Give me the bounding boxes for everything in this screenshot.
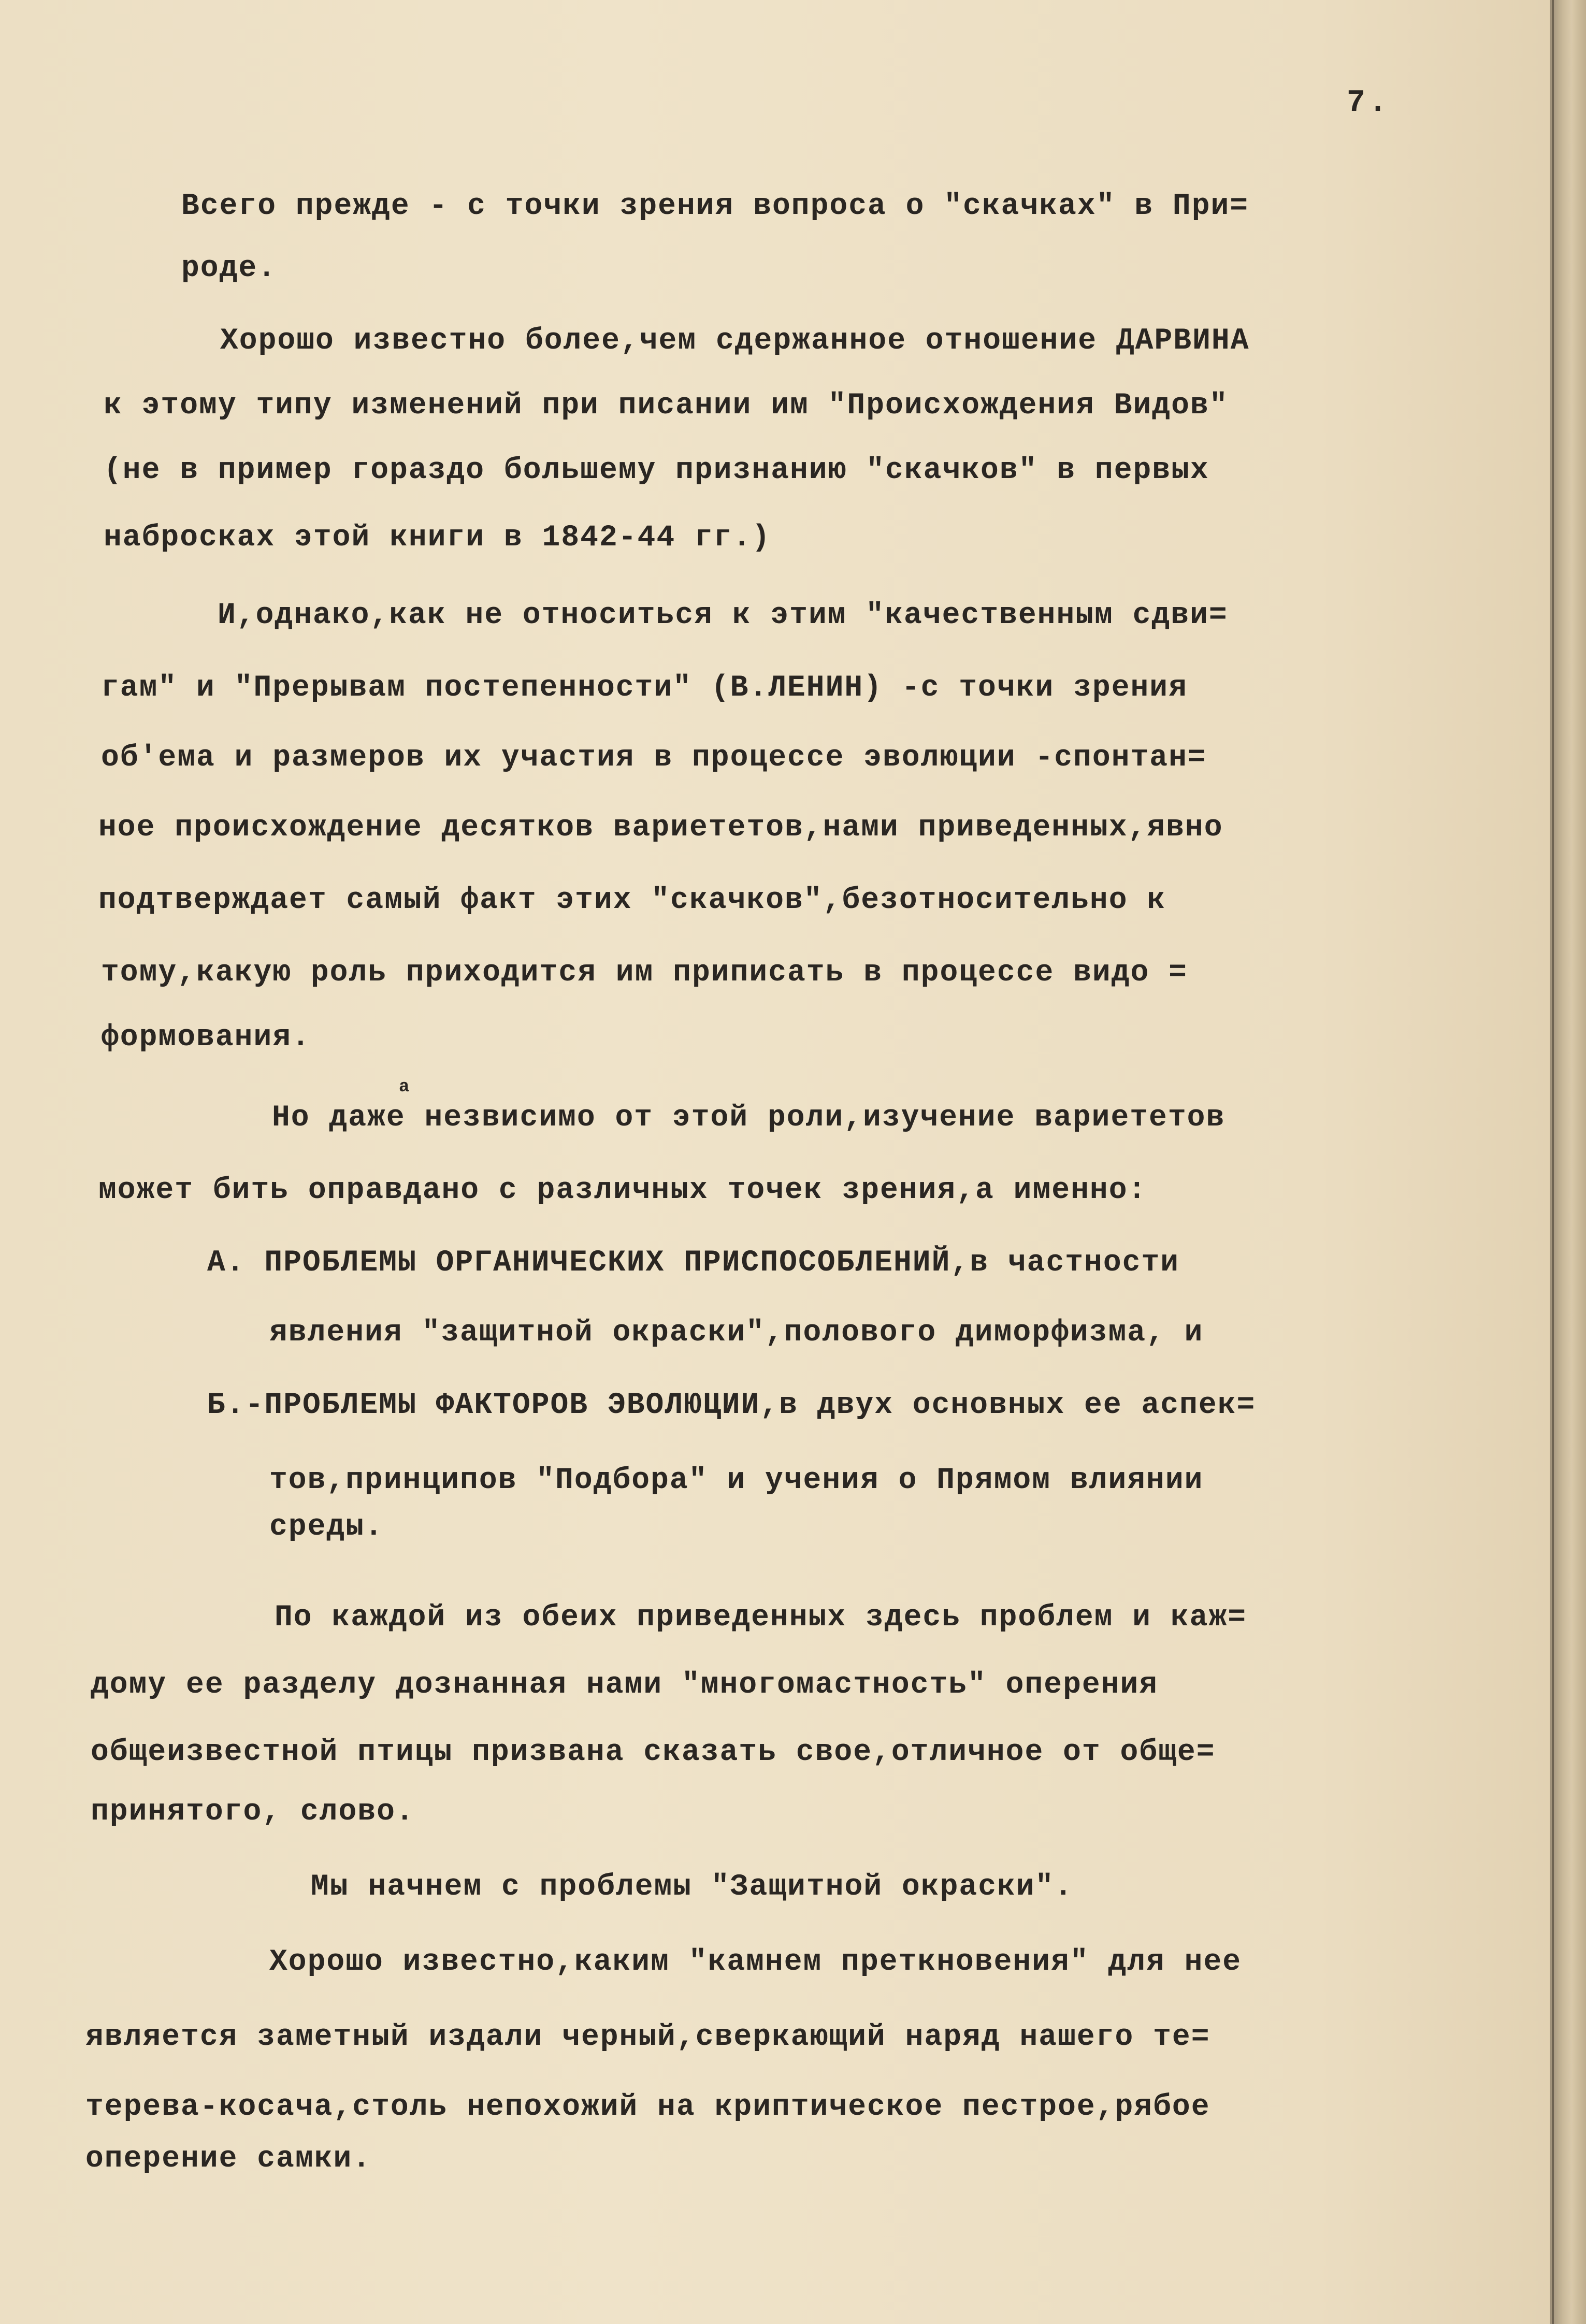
text-line: к этому типу изменений при писании им "Происхождения Видов"	[104, 389, 1229, 423]
text-line: (не в пример гораздо большему признанию "скачков" в первых	[104, 454, 1209, 487]
text-line: роде.	[181, 252, 277, 285]
text-line: ное происхождение десятков вариететов,нами приведенных,явно	[98, 811, 1223, 845]
text-line: может бить оправдано с различных точек зрения,а именно:	[98, 1174, 1147, 1207]
text-line: Б.-ПРОБЛЕМЫ ФАКТОРОВ ЭВОЛЮЦИИ,в двух основных ее аспек=	[207, 1389, 1256, 1422]
text-line: Но даже незвисимо от этой роли,изучение вариететов	[272, 1101, 1225, 1135]
text-line: набросках этой книги в 1842-44 гг.)	[104, 521, 771, 555]
text-line: явления "защитной окраски",полового диморфизма, и	[269, 1316, 1204, 1350]
text-line: А. ПРОБЛЕМЫ ОРГАНИЧЕСКИХ ПРИСПОСОБЛЕНИЙ,в частности	[207, 1246, 1180, 1280]
text-line: оперение самки.	[85, 2142, 372, 2176]
text-line: По каждой из обеих приведенных здесь проблем и каж=	[275, 1601, 1247, 1635]
page-edge-shadow	[1552, 0, 1554, 2324]
page-number: 7.	[1347, 85, 1391, 121]
text-line: тов,принципов "Подбора" и учения о Прямом влиянии	[269, 1464, 1204, 1497]
text-line: гам" и "Прерывам постепенности" (В.ЛЕНИН) -с точки зрения	[101, 671, 1188, 705]
text-line: дому ее разделу дознанная нами "многомастность" оперения	[91, 1668, 1159, 1702]
page-edge	[1550, 0, 1586, 2324]
text-line: И,однако,как не относиться к этим "качественным сдви=	[218, 599, 1228, 632]
text-line: среды.	[269, 1510, 384, 1544]
text-line: терева-косача,столь непохожий на криптическое пестрое,рябое	[85, 2090, 1210, 2124]
text-line: общеизвестной птицы призвана сказать свое,отличное от обще=	[91, 1736, 1216, 1769]
text-line: Мы начнем с проблемы "Защитной окраски".	[311, 1870, 1074, 1904]
text-line: формования.	[101, 1021, 311, 1055]
text-line: тому,какую роль приходится им приписать в процессе видо =	[101, 956, 1188, 990]
text-line: Всего прежде - с точки зрения вопроса о "скачках" в При=	[181, 190, 1249, 223]
text-line: об'ема и размеров их участия в процессе эволюции -спонтан=	[101, 741, 1207, 775]
text-line: подтверждает самый факт этих "скачков",безотносительно к	[98, 884, 1166, 917]
text-line: Хорошо известно,каким "камнем преткновения" для нее	[269, 1945, 1242, 1979]
text-line: Хорошо известно более,чем сдержанное отношение ДАРВИНА	[220, 324, 1250, 358]
handwritten-insertion: а	[399, 1077, 410, 1097]
text-line: является заметный издали черный,сверкающий наряд нашего те=	[85, 2020, 1210, 2054]
text-line: принятого, слово.	[91, 1795, 415, 1829]
